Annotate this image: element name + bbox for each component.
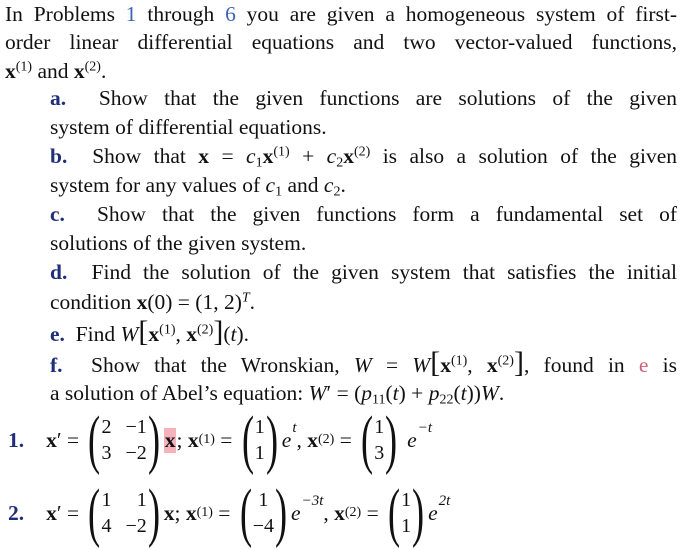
part-f-line-1: f. Show that the Wronskian, $W = W[x^{(1)}$, $x^{(2)}$], found in e is	[50, 346, 677, 379]
part-d-line-2: condition x(0) = (1, 2)$^T$.	[50, 290, 256, 314]
problem-link-1[interactable]: 1	[125, 2, 137, 26]
part-e-line: e. Find $W[x^{(1)}$, $x^{(2)}](t)$.	[50, 315, 250, 348]
part-d-label: d.	[50, 260, 68, 284]
problem-1: 1. x ′ = ( 2 −1 3 −2 ) x ; x (1) = ( 1 1 ) e t , x (2) = ( 1 3 ) e −t	[8, 403, 433, 476]
problem-1-number: 1.	[8, 427, 25, 452]
part-e-link[interactable]: e	[638, 353, 649, 377]
part-f-line-2: a solution of Abel’s equation: $W' = (p_{11}(t) + p_{22}(t))W$.	[50, 381, 505, 408]
problem-2-x1-vector: ( 1 −4 )	[239, 476, 288, 549]
problem-1-x2-vector: ( 1 3 )	[361, 403, 398, 476]
problem-2-number: 2.	[8, 500, 25, 525]
problem-1-x1-vector: ( 1 1 )	[241, 403, 278, 476]
part-b-line-2: system for any values of $c_1$ and $c_2$.	[50, 173, 346, 200]
part-c-line-2: solutions of the given system.	[50, 231, 307, 255]
part-a-line-2: system of differential equations.	[50, 115, 327, 139]
problem-link-6[interactable]: 6	[225, 2, 236, 26]
intro-line-1: In Problems 1 through 6 you are given a homogeneous system of first-	[5, 2, 678, 26]
intro-line-2: order linear differential equations and two vector-valued functions,	[5, 30, 677, 54]
problem-1-matrix: ( 2 −1 3 −2 )	[88, 403, 160, 476]
highlighted-x: x	[164, 427, 176, 452]
problem-2-x2-vector: ( 1 1 )	[388, 476, 425, 549]
part-d-line-1: d. Find the solution of the given system that satisfies the initial	[50, 260, 677, 284]
part-b-label: b.	[50, 144, 68, 168]
part-a-line-1: a. Show that the given functions are solutions of the given	[50, 86, 677, 110]
part-c-label: c.	[50, 202, 65, 226]
problem-2-matrix: ( 1 1 4 −2 )	[88, 476, 160, 549]
part-b-line-1: b. Show that $x = c_1x^{(1)} + c_2x^{(2)}$ is also a solution of the given	[50, 144, 678, 171]
intro-line-3: $x^{(1)}$ and $x^{(2)}$.	[5, 59, 107, 83]
part-c-line-1: c. Show that the given functions form a fundamental set of	[50, 202, 678, 226]
part-e-label: e.	[50, 322, 65, 346]
part-f-label: f.	[50, 353, 63, 377]
part-a-label: a.	[50, 86, 67, 110]
problem-2: 2. x ′ = ( 1 1 4 −2 ) x ; x (1) = ( 1 −4 ) e −3t , x (2) = ( 1 1 ) e 2t	[8, 476, 451, 549]
